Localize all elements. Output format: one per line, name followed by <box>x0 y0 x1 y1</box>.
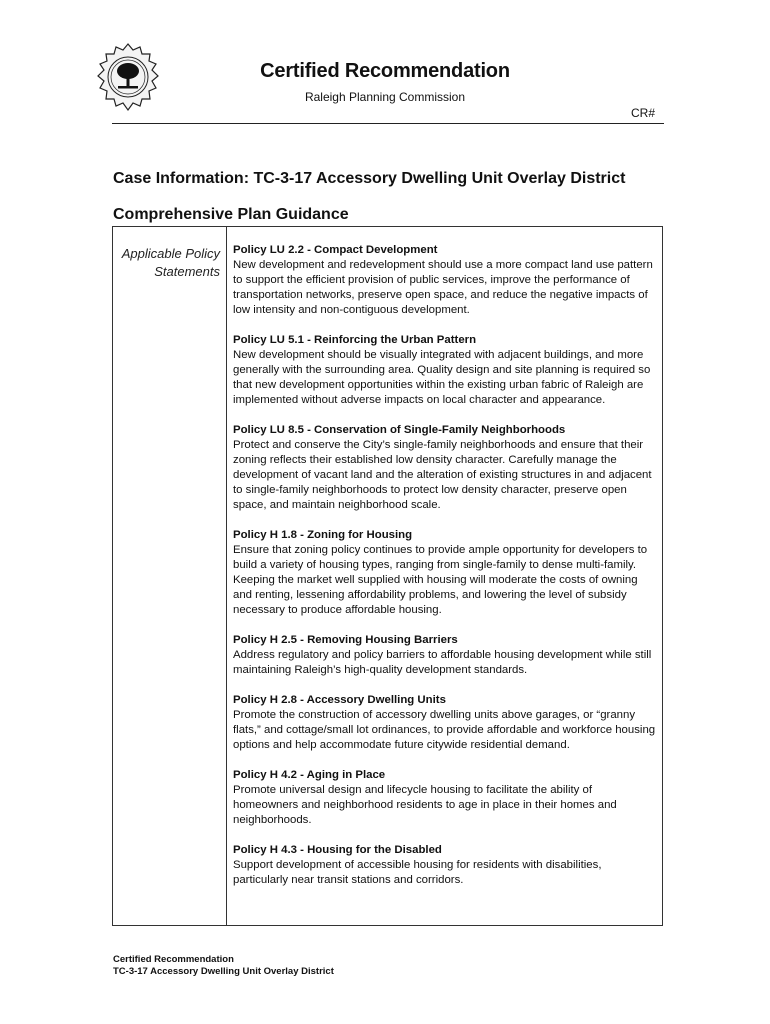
policy-item <box>233 633 657 678</box>
policy-item <box>233 843 657 888</box>
section-heading: Comprehensive Plan Guidance <box>113 206 349 223</box>
policy-text: Protect and conserve the City’s single-family neighborhoods and ensure that their zoning reflects their established low density character. Carefully manage the development of vacant land and the alteration of existing structures in and adjacent to single-family neighborhoods to protect low density character, preserve open space, and maintain neighborhood scale. <box>233 439 652 511</box>
policy-title: Policy LU 5.1 - Reinforcing the Urban Pattern <box>233 334 477 346</box>
policy-title: Policy LU 2.2 - Compact Development <box>233 244 438 256</box>
policy-title: Policy H 2.8 - Accessory Dwelling Units <box>233 694 446 706</box>
policy-list <box>233 243 657 903</box>
policy-text: Address regulatory and policy barriers to affordable housing development while still maintaining Raleigh’s high-quality development standards. <box>233 649 652 676</box>
policy-title: Policy H 1.8 - Zoning for Housing <box>233 529 413 541</box>
policy-text: New development should be visually integrated with adjacent buildings, and more generally with the surrounding area. Quality design and site planning is required so that new development opportunities within the existing urban fabric of Raleigh are implemented without adverse impacts on local character and appearance. <box>233 349 651 406</box>
policy-item <box>233 423 657 513</box>
table-label-cell: Applicable Policy Statements <box>113 227 227 925</box>
policy-item <box>233 528 657 618</box>
policy-item <box>233 333 657 408</box>
policy-item <box>233 768 657 828</box>
policy-item <box>233 243 657 318</box>
policy-text: Promote the construction of accessory dwelling units above garages, or “granny flats,” and cottage/small lot ordinances, to provide affordable and workforce housing options and help accommodate future citywide residential demand. <box>233 709 656 751</box>
policy-title: Policy LU 8.5 - Conservation of Single-Family Neighborhoods <box>233 424 566 436</box>
policy-title: Policy H 4.3 - Housing for the Disabled <box>233 844 442 856</box>
header-divider <box>112 123 664 124</box>
footer-case: TC-3-17 Accessory Dwelling Unit Overlay District <box>113 966 334 977</box>
policy-item <box>233 693 657 753</box>
policy-table <box>112 226 663 926</box>
policy-text: Support development of accessible housing for residents with disabilities, particularly near transit stations and corridors. <box>233 859 602 886</box>
page-footer <box>113 954 334 978</box>
policy-title: Policy H 4.2 - Aging in Place <box>233 769 386 781</box>
policy-text: Promote universal design and lifecycle housing to facilitate the ability of homeowners and neighborhood residents to age in place in their homes and neighborhoods. <box>233 784 617 826</box>
policy-text: Ensure that zoning policy continues to provide ample opportunity for developers to build a variety of housing types, ranging from single-family to dense multi-family. Keeping the market well supplied with housing will moderate the costs of owning and renting, lessening affordability problems, and lowering the level of subsidy necessary to produce affordable housing. <box>233 544 648 616</box>
commission-name: Raleigh Planning Commission <box>304 90 466 104</box>
policy-text: New development and redevelopment should use a more compact land use pattern to support the efficient provision of public services, improve the performance of transportation networks, preserve open space, and reduce the negative impacts of low intensity and non-contiguous development. <box>233 259 653 316</box>
footer-title: Certified Recommendation <box>113 954 234 965</box>
cr-number-label: CR# <box>630 106 655 120</box>
document-title: Certified Recommendation <box>260 60 510 82</box>
case-information-heading: Case Information: TC-3-17 Accessory Dwelling Unit Overlay District <box>113 170 626 187</box>
policy-title: Policy H 2.5 - Removing Housing Barriers <box>233 634 458 646</box>
